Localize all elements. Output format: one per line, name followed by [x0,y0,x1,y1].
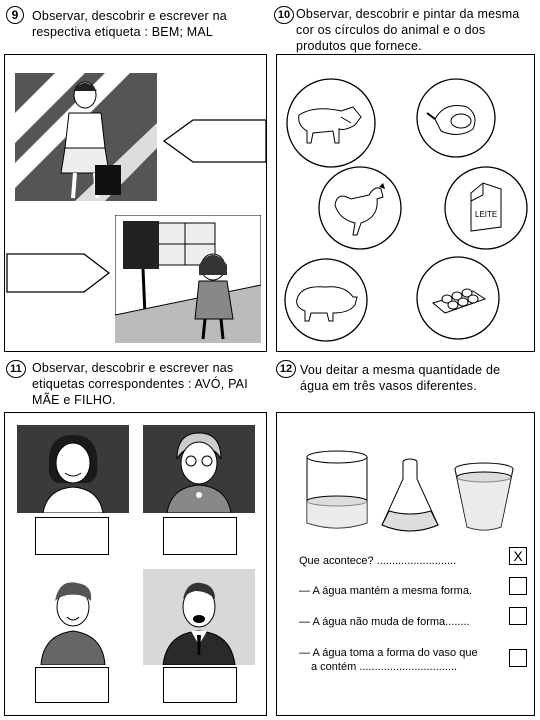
portrait-son [17,569,129,665]
label-box-mother[interactable] [35,517,109,555]
exercise-11-number: 11 [6,360,26,378]
exercise-12-instructions: Vou deitar a mesma quantidade de água em três vasos diferentes. [300,363,501,393]
vessel-cylinder-icon [305,449,369,531]
checkbox-option-1[interactable] [509,577,527,595]
exercise-9-number: 9 [6,6,24,24]
portrait-mother [17,425,129,513]
checkbox-option-2[interactable] [509,607,527,625]
exercise-12-number: 12 [276,360,296,378]
portrait-father [143,569,255,665]
label-arrow-right[interactable] [6,253,110,293]
circle-milk[interactable] [443,165,529,251]
option-3-text-line2: a contém ................................ [311,661,458,673]
picture-woman-scene [15,73,157,201]
vessel-glass-icon [453,461,515,533]
picture-girl-window-scene [115,215,261,343]
exercise-11-panel [4,412,267,716]
label-arrow-left[interactable] [163,119,267,163]
label-box-father[interactable] [163,667,237,703]
exercise-12-panel [276,412,535,716]
label-box-son[interactable] [35,667,109,703]
circle-hen[interactable] [317,165,403,251]
milk-carton-label: LEITE [475,210,498,219]
circle-cow[interactable] [285,77,377,169]
option-3-text-line1: — A água toma a forma do vaso que [299,647,478,659]
exercise-10-instructions: Observar, descobrir e pintar da mesma cor os círculos do animal e o dos produtos que fornece. [296,7,520,53]
checkbox-question[interactable]: X [509,547,527,565]
exercise-10-panel [276,54,535,352]
checkbox-option-3[interactable] [509,649,527,667]
exercise-10-number: 10 [274,6,294,24]
vessel-flask-icon [379,457,441,535]
option-2-text: — A água não muda de forma........ [299,616,470,628]
circle-ham[interactable] [415,77,497,159]
exercise-11-instructions: Observar, descobrir e escrever nas etiquetas correspondentes : AVÓ, PAI MÃE e FILHO. [32,361,248,407]
portrait-grandmother [143,425,255,513]
label-box-grandmother[interactable] [163,517,237,555]
question-text: Que acontece? .......................... [299,555,457,567]
option-1-text: — A água mantém a mesma forma. [299,585,473,597]
circle-eggs[interactable] [415,255,501,341]
exercise-9-panel [4,54,267,352]
exercise-9-instructions: Observar, descobrir e escrever na respectiva etiqueta : BEM; MAL [32,9,227,39]
circle-pig[interactable] [283,257,369,343]
